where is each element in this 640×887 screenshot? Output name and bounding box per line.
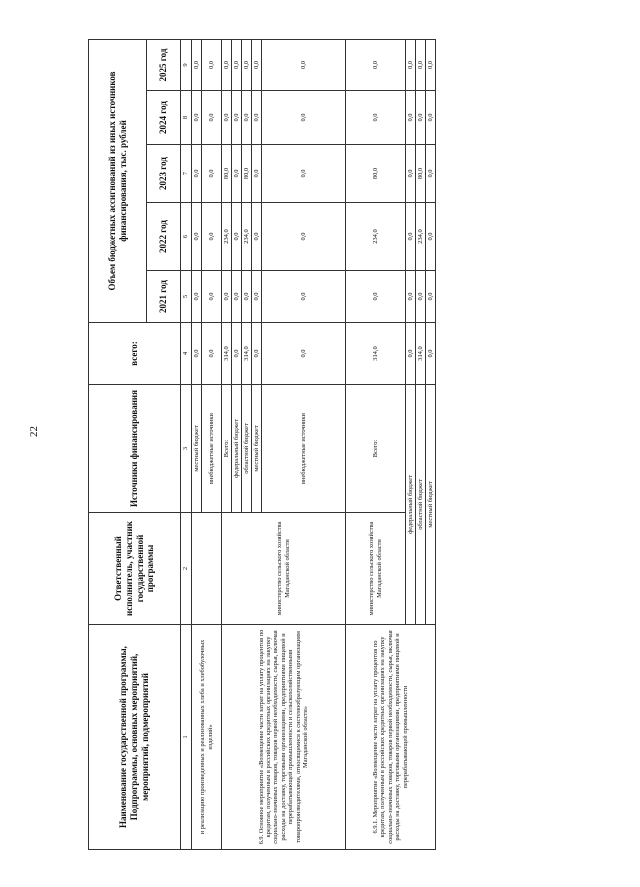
value-cell: 0,0 <box>346 91 406 145</box>
header-executor: Ответственный исполнитель, участник государственной программы <box>89 513 181 625</box>
source-cell: областной бюджет <box>242 385 252 513</box>
value-cell: 0,0 <box>192 203 202 271</box>
value-cell: 0,0 <box>192 271 202 323</box>
program-name-cell: 6.9.1. Мероприятие «Возмещение части затрат на уплату процентов по кредитам, полученным в российских кредитных организациях на закупку социально-значимых товаров, товаров первой необходимости, сырья, включая расходы на доставку, торговыми организациями, предприятиями пищевой и перерабатывающей промышленности <box>346 625 436 850</box>
header-year: 2025 год <box>147 39 181 90</box>
column-number: 5 <box>181 271 192 323</box>
total-cell: 0,0 <box>192 323 202 385</box>
value-cell: 0,0 <box>192 39 202 90</box>
value-cell: 234,0 <box>242 203 252 271</box>
value-cell: 0,0 <box>192 145 202 203</box>
value-cell: 0,0 <box>262 145 346 203</box>
value-cell: 80,0 <box>222 145 232 203</box>
source-cell: Всего: <box>222 385 232 513</box>
header-year: 2021 год <box>147 271 181 323</box>
total-cell: 0,0 <box>232 323 242 385</box>
value-cell: 234,0 <box>346 203 406 271</box>
header-year: 2024 год <box>147 91 181 145</box>
source-cell: местный бюджет <box>192 385 202 513</box>
value-cell: 0,0 <box>202 145 222 203</box>
value-cell: 0,0 <box>242 91 252 145</box>
value-cell: 0,0 <box>416 271 426 323</box>
value-cell: 0,0 <box>406 203 416 271</box>
header-total: всего: <box>89 323 181 385</box>
header-year: 2022 год <box>147 203 181 271</box>
value-cell: 0,0 <box>416 39 426 90</box>
value-cell: 0,0 <box>252 271 262 323</box>
value-cell: 0,0 <box>262 203 346 271</box>
value-cell: 234,0 <box>416 203 426 271</box>
value-cell: 0,0 <box>252 39 262 90</box>
executor-cell <box>192 513 222 625</box>
program-name-cell: 6.9. Основное мероприятие «Возмещение части затрат на уплату процентов по кредитам, полученным в российских кредитных организациях на закупку социально-значимых товаров, товаров первой необходимости, сырья, включая расходы на доставку, торговыми организациями, предприятиями пищевой и перерабатывающей промышленности и сельскохозяйственными товаропроизводителями, относящимися к системообразующим организациям Магаданской области» <box>222 625 346 850</box>
value-cell: 0,0 <box>202 271 222 323</box>
header-year: 2023 год <box>147 145 181 203</box>
column-number: 7 <box>181 145 192 203</box>
total-cell: 314,0 <box>416 323 426 385</box>
source-cell: внебюджетные источники <box>262 385 346 513</box>
source-cell: федеральный бюджет <box>406 385 416 625</box>
header-group: Объем бюджетных ассигнований из иных источников финансирования, тыс. рублей <box>89 39 147 322</box>
value-cell: 0,0 <box>232 145 242 203</box>
value-cell: 80,0 <box>346 145 406 203</box>
value-cell: 0,0 <box>262 271 346 323</box>
value-cell: 234,0 <box>222 203 232 271</box>
header-sources: Источники финансирования <box>89 385 181 513</box>
total-cell: 0,0 <box>252 323 262 385</box>
page-number: 22 <box>28 426 40 437</box>
total-cell: 314,0 <box>346 323 406 385</box>
value-cell: 0,0 <box>406 39 416 90</box>
column-number: 9 <box>181 39 192 90</box>
value-cell: 0,0 <box>242 39 252 90</box>
source-cell: Всего: <box>346 385 406 513</box>
value-cell: 0,0 <box>426 39 436 90</box>
value-cell: 0,0 <box>426 203 436 271</box>
value-cell: 0,0 <box>222 91 232 145</box>
column-number: 2 <box>181 513 192 625</box>
value-cell: 0,0 <box>262 91 346 145</box>
total-cell: 0,0 <box>262 323 346 385</box>
total-cell: 0,0 <box>426 323 436 385</box>
executor-cell: министерство сельского хозяйства Магаданской области <box>222 513 346 625</box>
value-cell: 0,0 <box>406 145 416 203</box>
value-cell: 0,0 <box>406 91 416 145</box>
value-cell: 80,0 <box>242 145 252 203</box>
value-cell: 0,0 <box>222 271 232 323</box>
value-cell: 0,0 <box>202 39 222 90</box>
value-cell: 0,0 <box>222 39 232 90</box>
header-name: Наименование государственной программы, Подпрограммы, основных мероприятий, мероприятий, подмероприятий <box>89 625 181 850</box>
program-name-cell: и реализацию произведенных и реализованных хлеба и хлебобулочных изделий» <box>192 625 222 850</box>
column-number: 4 <box>181 323 192 385</box>
source-cell: местный бюджет <box>426 385 436 625</box>
value-cell: 0,0 <box>232 91 242 145</box>
value-cell: 0,0 <box>426 271 436 323</box>
value-cell: 0,0 <box>202 91 222 145</box>
total-cell: 314,0 <box>242 323 252 385</box>
total-cell: 0,0 <box>406 323 416 385</box>
value-cell: 0,0 <box>426 145 436 203</box>
value-cell: 0,0 <box>426 91 436 145</box>
value-cell: 0,0 <box>406 271 416 323</box>
value-cell: 0,0 <box>242 271 252 323</box>
total-cell: 0,0 <box>202 323 222 385</box>
column-number: 1 <box>181 625 192 850</box>
source-cell: федеральный бюджет <box>232 385 242 513</box>
value-cell: 0,0 <box>262 39 346 90</box>
source-cell: местный бюджет <box>252 385 262 513</box>
value-cell: 80,0 <box>416 145 426 203</box>
rotated-table-wrapper <box>88 40 636 850</box>
source-cell: областной бюджет <box>416 385 426 625</box>
value-cell: 0,0 <box>252 91 262 145</box>
budget-table <box>88 39 436 850</box>
value-cell: 0,0 <box>346 39 406 90</box>
value-cell: 0,0 <box>202 203 222 271</box>
source-cell: внебюджетные источники <box>202 385 222 513</box>
value-cell: 0,0 <box>192 91 202 145</box>
value-cell: 0,0 <box>232 271 242 323</box>
column-number: 6 <box>181 203 192 271</box>
value-cell: 0,0 <box>252 203 262 271</box>
column-number: 8 <box>181 91 192 145</box>
value-cell: 0,0 <box>232 203 242 271</box>
value-cell: 0,0 <box>416 91 426 145</box>
executor-cell: министерство сельского хозяйства Магаданской области <box>346 513 406 625</box>
total-cell: 314,0 <box>222 323 232 385</box>
column-number: 3 <box>181 385 192 513</box>
value-cell: 0,0 <box>346 271 406 323</box>
value-cell: 0,0 <box>252 145 262 203</box>
value-cell: 0,0 <box>232 39 242 90</box>
